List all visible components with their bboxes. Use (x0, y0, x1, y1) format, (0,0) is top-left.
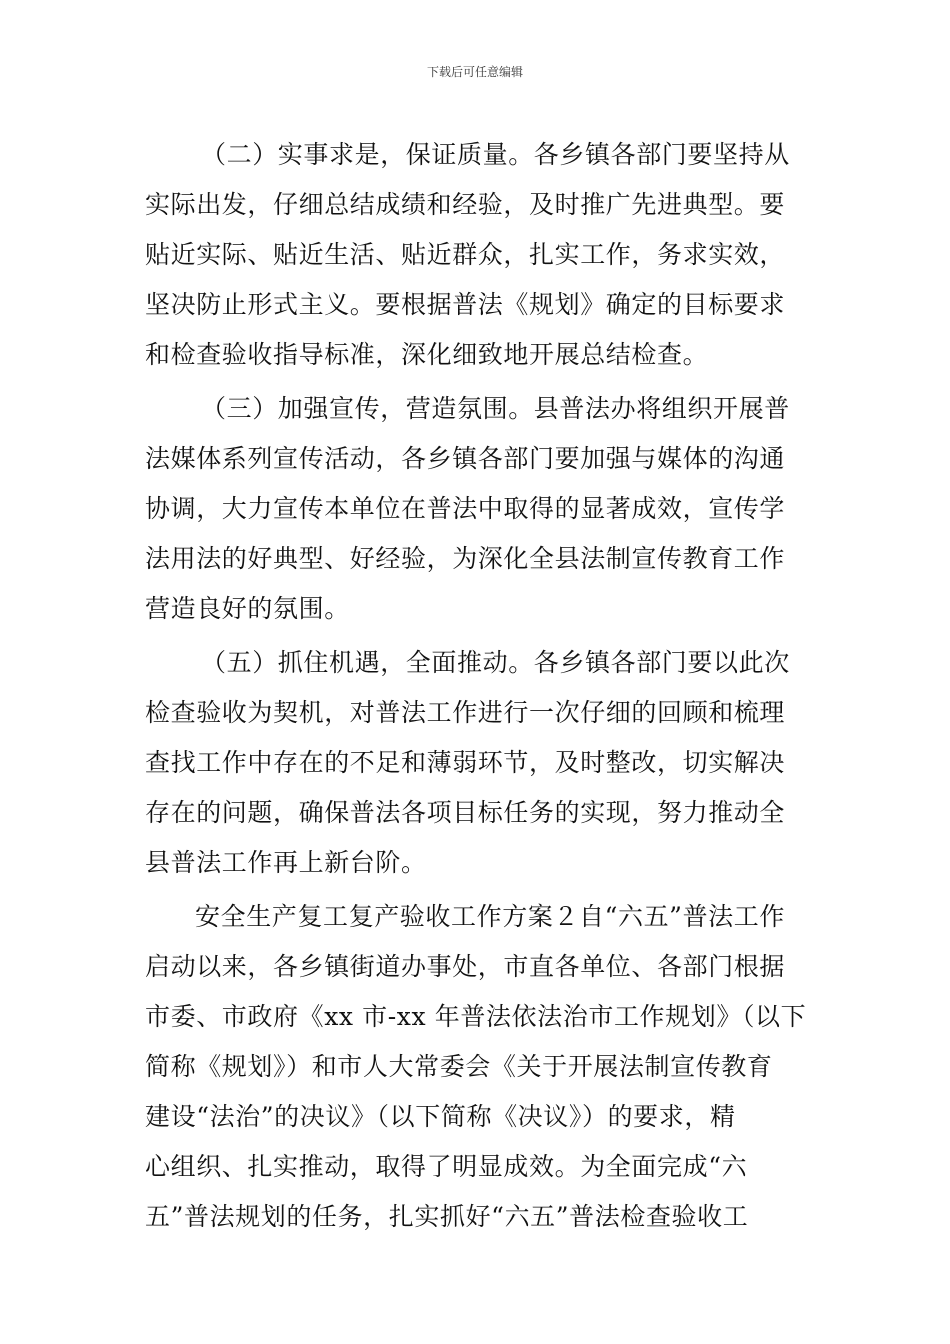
paragraph-section-5 (145, 638, 815, 888)
paragraph-section-2 (145, 130, 815, 380)
text-line: （二）实事求是，保证质量。各乡镇各部门要坚持从 (201, 140, 790, 169)
text-line: 存在的问题，确保普法各项目标任务的实现，努力推动全 (145, 798, 786, 827)
text-line: 法用法的好典型、好经验，为深化全县法制宣传教育工作 (145, 544, 786, 573)
text-line: 实际出发，仔细总结成绩和经验，及时推广先进典型。要 (145, 190, 786, 219)
page-header: 下载后可任意编辑 (426, 65, 523, 79)
text-line: 和检查验收指导标准，深化细致地开展总结检查。 (145, 340, 709, 369)
text-line: 市委、市政府《xx 市-xx 年普法依法治市工作规划》（以下 (145, 1002, 807, 1031)
text-line: 协调，大力宣传本单位在普法中取得的显著成效，宣传学 (145, 494, 786, 523)
text-line: 查找工作中存在的不足和薄弱环节，及时整改，切实解决 (145, 748, 786, 777)
text-line: 营造良好的氛围。 (145, 594, 350, 623)
text-line: （五）抓住机遇，全面推动。各乡镇各部门要以此次 (201, 648, 790, 677)
text-line: 安全生产复工复产验收工作方案２自“六五”普法工作 (195, 902, 785, 931)
text-line: 县普法工作再上新台阶。 (145, 848, 427, 877)
text-line: 启动以来，各乡镇街道办事处，市直各单位、各部门根据 (145, 952, 786, 981)
paragraph-work-plan (145, 892, 815, 1242)
text-line: 五”普法规划的任务，扎实抓好“六五”普法检查验收工 (145, 1202, 749, 1231)
document-body (145, 130, 815, 1242)
text-line: 坚决防止形式主义。要根据普法《规划》确定的目标要求 (145, 290, 786, 319)
text-line: 贴近实际、贴近生活、贴近群众，扎实工作，务求实效， (145, 240, 786, 269)
text-line: 法媒体系列宣传活动，各乡镇各部门要加强与媒体的沟通 (145, 444, 786, 473)
text-line: 简称《规划》）和市人大常委会《关于开展法制宣传教育 (145, 1052, 773, 1081)
paragraph-section-3 (145, 384, 815, 634)
text-line: 心组织、扎实推动，取得了明显成效。为全面完成“六 (145, 1152, 748, 1181)
text-line: （三）加强宣传，营造氛围。县普法办将组织开展普 (201, 394, 790, 423)
text-line: 检查验收为契机，对普法工作进行一次仔细的回顾和梳理 (145, 698, 786, 727)
text-line: 建设“法治”的决议》（以下简称《决议》）的要求，精 (145, 1102, 736, 1131)
